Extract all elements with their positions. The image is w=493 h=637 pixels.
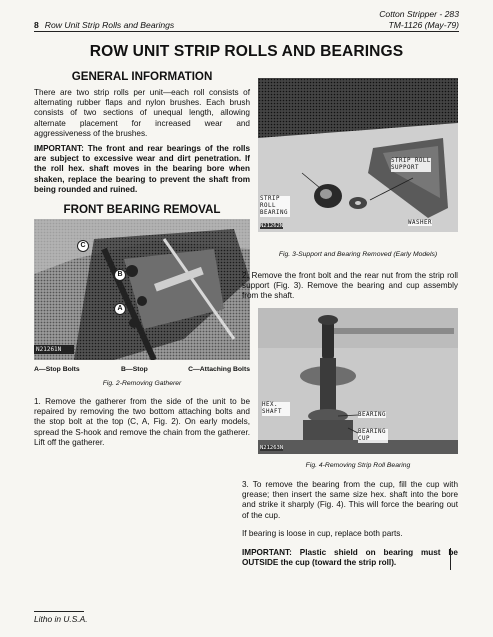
legend-a: A—Stop Bolts: [34, 366, 80, 373]
header-rule: [34, 31, 459, 32]
page-number: 8: [34, 20, 39, 30]
important-note-1: IMPORTANT: The front and rear bearings of the rolls are subject to excessive wear and dirt penetration. If the roll hex. shaft moves in the bearing bore when shaken, replace the bearing to prevent the shaft from being rounded and ruined.: [34, 144, 250, 194]
step-3: 3. To remove the bearing from the cup, fill the cup with grease; then insert the same size hex. shaft into the bore and strike it sharply (Fig. 4). This will force the bearing out of the cup.: [242, 480, 458, 520]
footer-litho: Litho in U.S.A.: [34, 614, 88, 624]
label-bearing-cup: BEARING CUP: [358, 429, 388, 443]
header-section: Row Unit Strip Rolls and Bearings: [44, 20, 175, 30]
header-right: [379, 9, 459, 31]
fig4-photo: [258, 308, 458, 454]
label-strip-roll-bearing: STRIP ROLL BEARING: [260, 196, 290, 217]
fig3-photo: [258, 78, 458, 232]
header-publication: Cotton Stripper - 283: [379, 9, 459, 19]
important-note-2: IMPORTANT: Plastic shield on bearing must be OUTSIDE the cup (toward the strip roll).: [242, 548, 458, 568]
fig2-photo: [34, 219, 250, 360]
label-washer: WASHER: [408, 220, 432, 226]
step-1: 1. Remove the gatherer from the side of the unit to be repaired by removing the two bottom attaching bolts and the stop bolt at the top (C, A, Fig. 2). On early models, spread the S-hook and remove the chain from the gatherer. Lift off the gatherer.: [34, 397, 250, 447]
legend-b: B—Stop: [121, 366, 148, 373]
fig4-code: N21263N: [260, 445, 284, 451]
page-title: ROW UNIT STRIP ROLLS AND BEARINGS: [89, 43, 404, 60]
front-bearing-heading: FRONT BEARING REMOVAL: [63, 203, 221, 216]
legend-c: C—Attaching Bolts: [188, 366, 250, 373]
general-body: There are two strip rolls per unit—each roll consists of alternating rubber flaps and nylon brushes. Each brush consists of two sections of unequal length, allowing alternate placement for increased wear and aggressiveness of the brushes.: [34, 88, 250, 138]
header-left: [34, 20, 174, 30]
header-manual-code: TM-1126 (May-79): [388, 20, 459, 30]
callout-c: C: [77, 240, 89, 252]
revision-bar: [450, 548, 451, 570]
gatherer-illustration: [34, 219, 250, 360]
fig3-code: N21262N: [260, 223, 284, 229]
callout-a: A: [114, 303, 126, 315]
fig4-caption: Fig. 4-Removing Strip Roll Bearing: [305, 462, 411, 469]
label-bearing: BEARING: [358, 412, 386, 418]
label-strip-roll-support: STRIP ROLL SUPPORT: [391, 158, 431, 171]
fig2-caption: Fig. 2-Removing Gatherer: [102, 380, 182, 387]
label-hex-shaft: HEX. SHAFT: [262, 402, 290, 416]
fig3-caption: Fig. 3-Support and Bearing Removed (Early Models): [278, 251, 438, 258]
callout-b: B: [114, 269, 126, 281]
loose-bearing-note: If bearing is loose in cup, replace both parts.: [242, 529, 403, 538]
general-heading: GENERAL INFORMATION: [71, 70, 213, 83]
fig2-code: N21261N: [36, 346, 62, 353]
footer-rule: [34, 611, 84, 612]
step-2: 2. Remove the front bolt and the rear nut from the strip roll support (Fig. 3). Remove the bearing and cup assembly from the shaft.: [242, 271, 458, 301]
